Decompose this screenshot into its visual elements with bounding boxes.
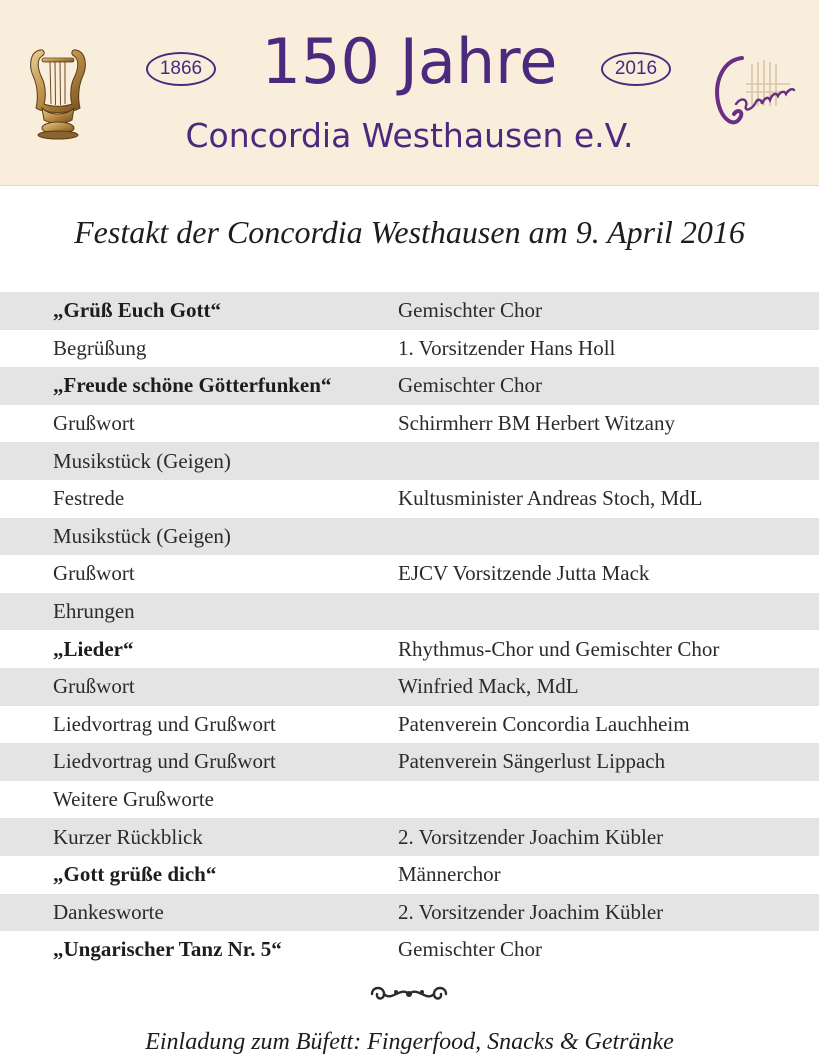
- program-row: [0, 894, 819, 932]
- program-item: Festrede: [53, 486, 125, 511]
- year-badge-left: 1866: [146, 52, 216, 86]
- program-performer: Patenverein Concordia Lauchheim: [398, 711, 690, 736]
- program-row: [0, 931, 819, 969]
- program-row: [0, 856, 819, 894]
- program-performer: Kultusminister Andreas Stoch, MdL: [398, 486, 703, 511]
- program-row: [0, 518, 819, 556]
- program-performer: Schirmherr BM Herbert Witzany: [398, 411, 675, 436]
- program-row: [0, 292, 819, 330]
- program-item: Musikstück (Geigen): [53, 448, 231, 473]
- program-item: Grußwort: [53, 411, 135, 436]
- program-row: [0, 781, 819, 819]
- program-row: [0, 405, 819, 443]
- program-performer: Gemischter Chor: [398, 298, 543, 323]
- program-item: „Grüß Euch Gott“: [53, 298, 222, 323]
- program-item: Ehrungen: [53, 599, 135, 624]
- program-performer: 2. Vorsitzender Joachim Kübler: [398, 899, 664, 924]
- program-row: [0, 367, 819, 405]
- program-item: Begrüßung: [53, 335, 147, 360]
- program-item: „Gott grüße dich“: [53, 862, 217, 887]
- program-performer: 2. Vorsitzender Joachim Kübler: [398, 824, 664, 849]
- program-item: „Lieder“: [53, 636, 134, 661]
- program-row: [0, 480, 819, 518]
- program-row: [0, 818, 819, 856]
- program-row: [0, 555, 819, 593]
- program-performer: Rhythmus-Chor und Gemischter Chor: [398, 636, 720, 661]
- program-performer: Männerchor: [398, 862, 501, 887]
- event-title: Festakt der Concordia Westhausen am 9. April 2016: [74, 214, 745, 250]
- program-row: [0, 630, 819, 668]
- program-table: [0, 292, 819, 969]
- program-item: Grußwort: [53, 674, 135, 699]
- ornament-flourish: [366, 980, 452, 1008]
- club-name: Concordia Westhausen e.V.: [185, 116, 634, 155]
- program-item: „Freude schöne Götterfunken“: [53, 373, 332, 398]
- program-item: Dankesworte: [53, 899, 164, 924]
- program-row: [0, 442, 819, 480]
- program-row: [0, 668, 819, 706]
- program-performer: Patenverein Sängerlust Lippach: [398, 749, 666, 774]
- program-performer: Gemischter Chor: [398, 373, 543, 398]
- program-item: Musikstück (Geigen): [53, 523, 231, 548]
- program-item: Kurzer Rückblick: [53, 824, 203, 849]
- header-banner: [0, 0, 819, 186]
- buffet-invitation: Einladung zum Büfett: Fingerfood, Snacks & Getränke: [145, 1029, 674, 1055]
- program-row: [0, 743, 819, 781]
- program-performer: EJCV Vorsitzende Jutta Mack: [398, 561, 650, 586]
- program-item: Weitere Grußworte: [53, 787, 214, 812]
- program-performer: 1. Vorsitzender Hans Holl: [398, 335, 616, 360]
- program-item: Liedvortrag und Grußwort: [53, 749, 276, 774]
- program-performer: Gemischter Chor: [398, 937, 543, 962]
- program-row: [0, 593, 819, 631]
- program-performer: Winfried Mack, MdL: [398, 674, 579, 699]
- program-row: [0, 706, 819, 744]
- year-badge-right: 2016: [601, 52, 671, 86]
- program-item: „Ungarischer Tanz Nr. 5“: [53, 937, 282, 962]
- page-title: 150 Jahre: [261, 25, 558, 98]
- program-item: Grußwort: [53, 561, 135, 586]
- program-item: Liedvortrag und Grußwort: [53, 711, 276, 736]
- concordia-logo: [706, 46, 802, 138]
- program-row: [0, 330, 819, 368]
